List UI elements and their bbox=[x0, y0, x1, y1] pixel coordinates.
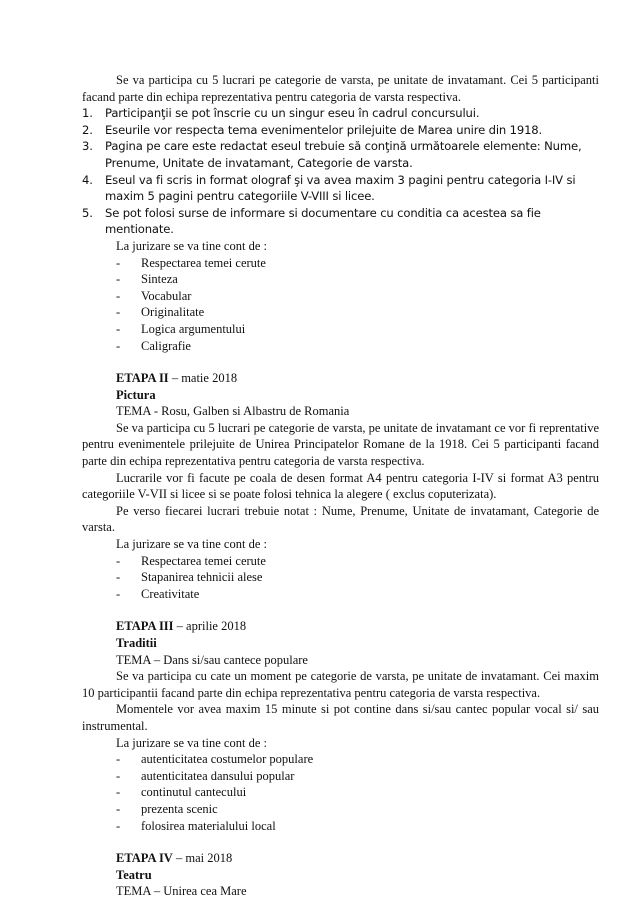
dash-bullet: - bbox=[116, 338, 121, 353]
criteria-text: prezenta scenic bbox=[141, 801, 218, 816]
etapa3-subject: Traditii bbox=[116, 636, 157, 650]
rule-number: 2. bbox=[82, 122, 93, 137]
dash-bullet: - bbox=[116, 321, 121, 336]
criteria-text: folosirea materialului local bbox=[141, 818, 276, 833]
etapa3-title: ETAPA III bbox=[116, 619, 174, 634]
criteria-item bbox=[116, 818, 599, 835]
criteria-text: Respectarea temei cerute bbox=[141, 553, 266, 568]
criteria-list-3 bbox=[116, 751, 599, 834]
dash-bullet: - bbox=[116, 570, 121, 585]
criteria-item bbox=[116, 304, 599, 321]
dash-bullet: - bbox=[116, 272, 121, 287]
document-body bbox=[82, 72, 599, 900]
rule-number: 4. bbox=[82, 172, 93, 187]
criteria-list-1 bbox=[116, 255, 599, 355]
criteria-text: continutul cantecului bbox=[141, 785, 247, 800]
criteria-item bbox=[116, 784, 599, 801]
criteria-item bbox=[116, 801, 599, 818]
etapa4-date: – mai 2018 bbox=[172, 851, 233, 866]
etapa3-heading bbox=[82, 618, 599, 635]
criteria-item bbox=[116, 255, 599, 272]
criteria-text: autenticitatea dansului popular bbox=[141, 768, 295, 783]
etapa2-paragraph-3: Pe verso fiecarei lucrari trebuie notat : Nume, Prenume, Unitate de invatamant, Categorie de varsta. bbox=[82, 503, 599, 535]
criteria-text: Respectarea temei cerute bbox=[141, 255, 266, 270]
criteria-text: Caligrafie bbox=[141, 338, 191, 353]
rule-item bbox=[82, 172, 599, 205]
etapa2-paragraph-2: Lucrarile vor fi facute pe coala de desen format A4 pentru categoria I-IV si format A3 pentru categoriile V-VII si licee si se poate folosi tehnica la alegere ( exclus coputerizata). bbox=[82, 470, 599, 502]
rule-text: Eseurile vor respecta tema evenimentelor prilejuite de Marea unire din 1918. bbox=[105, 122, 543, 137]
dash-bullet: - bbox=[116, 305, 121, 320]
etapa2-title: ETAPA II bbox=[116, 371, 169, 386]
rule-item bbox=[82, 205, 599, 238]
rule-item bbox=[82, 138, 599, 171]
etapa3-date: – aprilie 2018 bbox=[173, 619, 247, 634]
criteria-item bbox=[116, 751, 599, 768]
criteria-item bbox=[116, 288, 599, 305]
criteria-text: Creativitate bbox=[141, 586, 200, 601]
criteria-item bbox=[116, 586, 599, 603]
rule-item bbox=[82, 122, 599, 139]
rule-text: Se pot folosi surse de informare si documentare cu conditia ca acestea sa fie mentionate. bbox=[105, 205, 541, 237]
rule-item bbox=[82, 105, 599, 122]
etapa2-heading bbox=[82, 370, 599, 387]
intro-paragraph: Se va participa cu 5 lucrari pe categorie de varsta, pe unitate de invatamant. Cei 5 participanti facand parte din echipa reprezentativa pentru categoria de varsta respectiva. bbox=[82, 73, 599, 104]
dash-bullet: - bbox=[116, 768, 121, 783]
criteria-item bbox=[116, 768, 599, 785]
etapa3-paragraph-1: Se va participa cu cate un moment pe categorie de varsta, pe unitate de invatamant. Cei maxim 10 participantii facand parte din echipa reprezentativa pentru categoria de varsta respectiva. bbox=[82, 669, 599, 700]
rules-list bbox=[82, 105, 599, 238]
etapa3-tema: TEMA – Dans si/sau cantece populare bbox=[116, 652, 308, 667]
rule-text: Eseul va fi scris in format olograf şi va avea maxim 3 pagini pentru categoria I-IV si maxim 5 pagini pentru categoriile V-VIII si licee. bbox=[105, 172, 576, 204]
etapa2-subject: Pictura bbox=[116, 387, 156, 402]
jury-label: La jurizare se va tine cont de : bbox=[116, 238, 267, 253]
criteria-text: Logica argumentului bbox=[141, 321, 246, 336]
etapa4-subject: Teatru bbox=[116, 867, 152, 882]
dash-bullet: - bbox=[116, 785, 121, 800]
tema-label: TEMA - bbox=[116, 404, 162, 419]
etapa4-title: ETAPA IV bbox=[116, 851, 173, 866]
criteria-text: Sinteza bbox=[141, 272, 178, 287]
criteria-item bbox=[116, 321, 599, 338]
etapa2-jury-label: La jurizare se va tine cont de : bbox=[116, 537, 267, 552]
criteria-item bbox=[116, 569, 599, 586]
dash-bullet: - bbox=[116, 288, 121, 303]
criteria-text: autenticitatea costumelor populare bbox=[141, 752, 314, 767]
criteria-item bbox=[116, 338, 599, 355]
dash-bullet: - bbox=[116, 586, 121, 601]
tema-text: Rosu, Galben si Albastru de Romania bbox=[161, 404, 350, 419]
rule-number: 3. bbox=[82, 139, 93, 154]
criteria-item bbox=[116, 271, 599, 288]
etapa3-paragraph-2: Momentele vor avea maxim 15 minute si pot contine dans si/sau cantec popular vocal si/ sau instrumental. bbox=[82, 702, 599, 733]
dash-bullet: - bbox=[116, 255, 121, 270]
etapa4-heading bbox=[82, 850, 599, 867]
dash-bullet: - bbox=[116, 553, 121, 568]
etapa2-date: – matie 2018 bbox=[168, 371, 238, 386]
rule-text: Pagina pe care este redactat eseul trebuie să conţină următoarele elemente: Nume, Prenume, Unitate de invatamant, Categorie de varsta. bbox=[105, 139, 582, 170]
rule-number: 1. bbox=[82, 106, 93, 121]
criteria-list-2 bbox=[116, 553, 599, 603]
criteria-text: Originalitate bbox=[141, 305, 205, 320]
etapa3-jury-label: La jurizare se va tine cont de : bbox=[116, 735, 267, 750]
dash-bullet: - bbox=[116, 818, 121, 833]
rule-text: Participanţii se pot înscrie cu un singur eseu în cadrul concursului. bbox=[105, 106, 480, 121]
etapa4-tema: TEMA – Unirea cea Mare bbox=[116, 884, 247, 899]
criteria-text: Vocabular bbox=[141, 288, 192, 303]
dash-bullet: - bbox=[116, 801, 121, 816]
criteria-text: Stapanirea tehnicii alese bbox=[141, 570, 263, 585]
etapa2-tema bbox=[82, 403, 599, 420]
etapa2-paragraph-1: Se va participa cu 5 lucrari pe categorie de varsta, pe unitate de invatamant ce vor fi reprentative pentru evenimentele prilejuite de Unirea Principatelor Romane de la 1918. Cei 5 participanti facand parte din echipa reprezentativa pentru categoria de varsta respectiva. bbox=[82, 420, 599, 469]
dash-bullet: - bbox=[116, 752, 121, 767]
criteria-item bbox=[116, 553, 599, 570]
rule-number: 5. bbox=[82, 205, 93, 220]
